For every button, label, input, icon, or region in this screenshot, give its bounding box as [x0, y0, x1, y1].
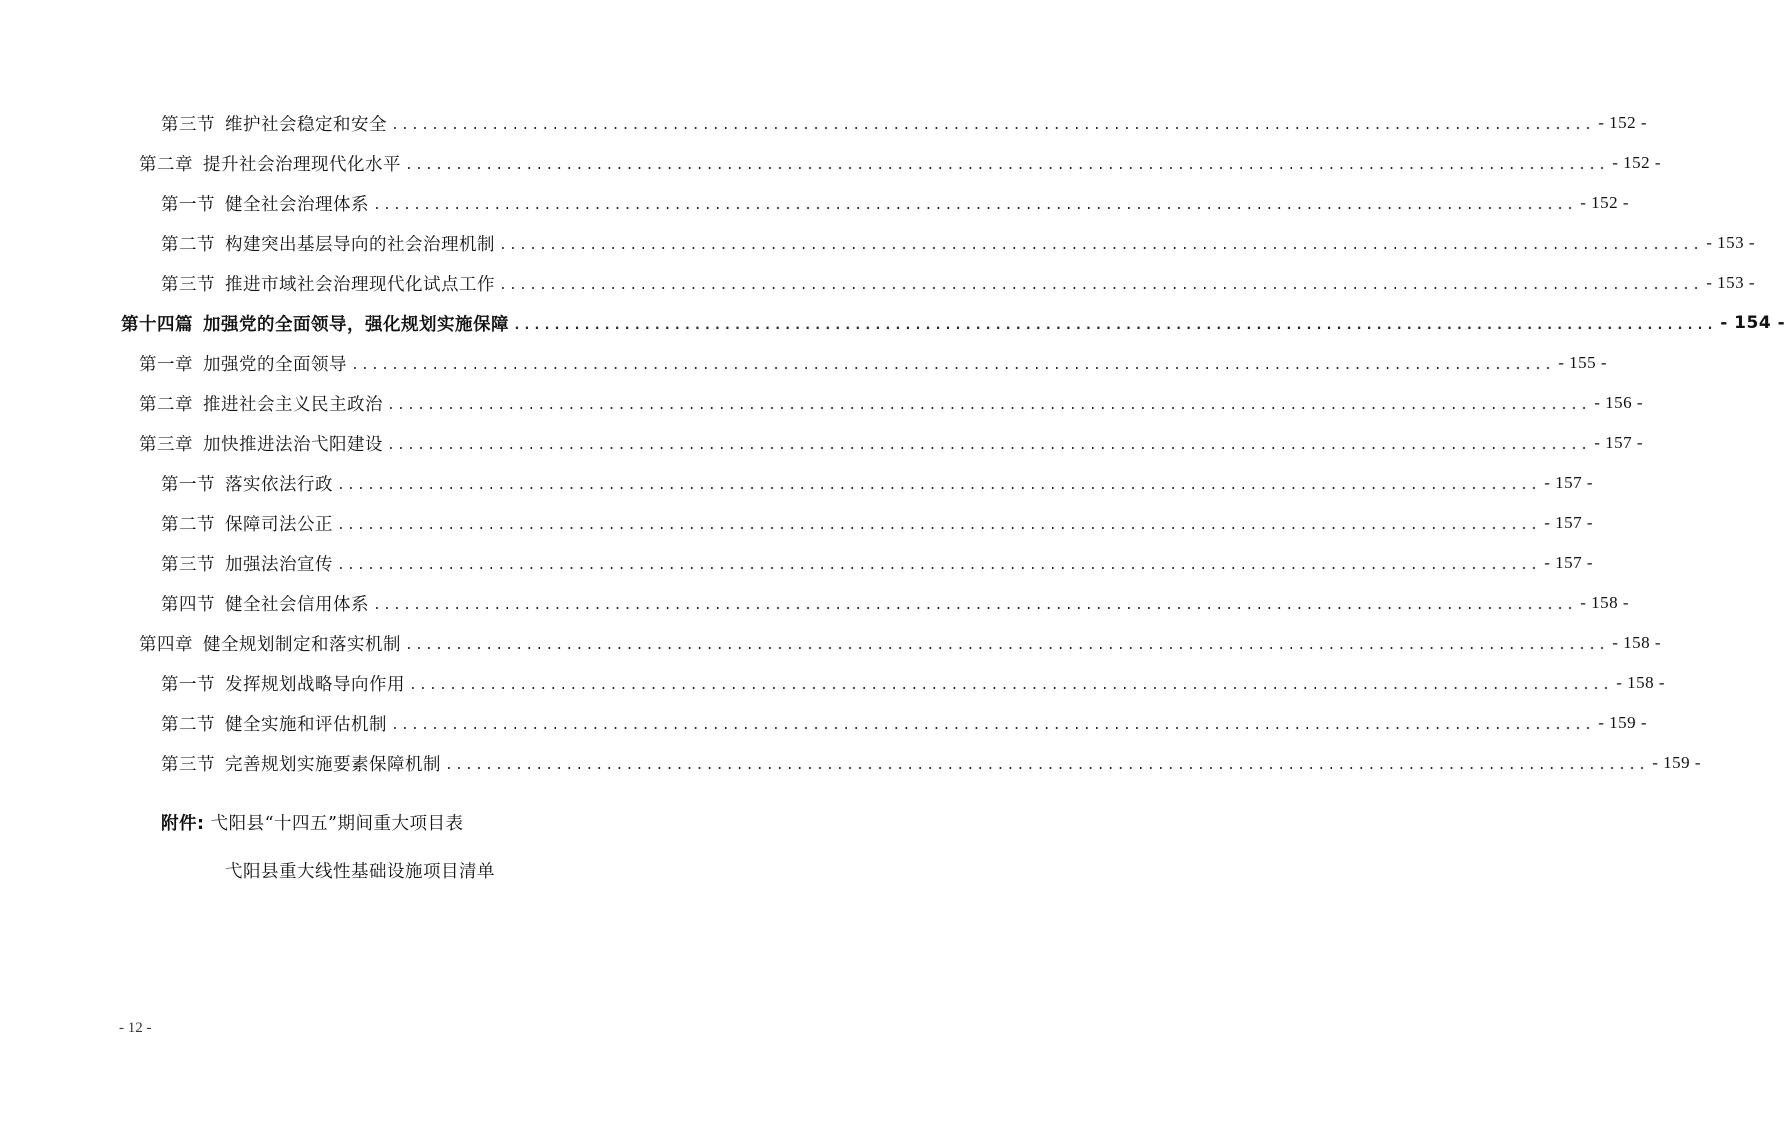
- toc-entry-number: 第四节: [161, 594, 215, 615]
- toc-entry-page: - 159 -: [1652, 753, 1702, 772]
- toc-leader-dots: ........................................................................................................................: [373, 197, 1577, 213]
- toc-entry-chapter[interactable]: [0, 423, 1644, 463]
- toc-entry-number: 第三章: [139, 434, 193, 455]
- toc-leader-dots: ........................................................................................................................: [391, 717, 1595, 733]
- toc-entry-number: 第一节: [161, 474, 215, 495]
- toc-entry-title: 加强党的全面领导: [203, 354, 347, 375]
- toc-entry-page: - 155 -: [1558, 353, 1608, 372]
- toc-entry-number: 第二节: [161, 714, 215, 735]
- toc-entry-page: - 152 -: [1612, 153, 1662, 172]
- toc-entry-label: [161, 231, 495, 256]
- toc-entry-label: [139, 431, 383, 456]
- toc-entry-number: 第一章: [139, 354, 193, 375]
- toc-leader-dots: ........................................................................................................................: [337, 557, 1541, 573]
- toc-entry-number: 第二节: [161, 234, 215, 255]
- toc-entry-number: 第三节: [161, 554, 215, 575]
- toc-entry-section[interactable]: [0, 583, 1630, 623]
- toc-entry-label: [139, 351, 347, 376]
- toc-leader-dots: ........................................................................................................................: [499, 237, 1703, 253]
- toc-entry-section[interactable]: [0, 223, 1756, 263]
- toc-entry-number: 第三节: [161, 114, 215, 135]
- toc-entry-number: 第一节: [161, 194, 215, 215]
- toc-entry-page: - 153 -: [1706, 233, 1756, 252]
- toc-entry-title: 健全社会治理体系: [225, 194, 369, 215]
- toc-entry-title: 维护社会稳定和安全: [225, 114, 387, 135]
- toc-entry-page: - 158 -: [1612, 633, 1662, 652]
- toc-entry-number: 第三节: [161, 274, 215, 295]
- toc-entry-section[interactable]: [0, 543, 1594, 583]
- toc-entry-page: - 157 -: [1544, 513, 1594, 532]
- toc-entry-title: 推进市域社会治理现代化试点工作: [225, 274, 495, 295]
- toc-entry-section[interactable]: [0, 103, 1648, 143]
- toc-entry-page: - 159 -: [1598, 713, 1648, 732]
- toc-leader-dots: ........................................................................................................................: [387, 437, 1591, 453]
- table-of-contents: [0, 103, 1785, 783]
- toc-entry-section[interactable]: [0, 183, 1630, 223]
- toc-entry-page: - 154 -: [1720, 313, 1785, 333]
- toc-leader-dots: ........................................................................................................................: [387, 397, 1591, 413]
- attachments-line-1: [161, 810, 463, 835]
- toc-entry-title: 保障司法公正: [225, 514, 333, 535]
- attachment-item-2: 弋阳县重大线性基础设施项目清单: [225, 862, 495, 882]
- toc-entry-part[interactable]: [0, 303, 1785, 343]
- toc-entry-chapter[interactable]: [0, 623, 1662, 663]
- toc-entry-page: - 156 -: [1594, 393, 1644, 412]
- toc-entry-label: [139, 391, 383, 416]
- toc-entry-section[interactable]: [0, 703, 1648, 743]
- toc-leader-dots: ........................................................................................................................: [405, 637, 1609, 653]
- toc-entry-label: [161, 271, 495, 296]
- toc-entry-title: 完善规划实施要素保障机制: [225, 754, 441, 775]
- toc-entry-page: - 158 -: [1616, 673, 1666, 692]
- toc-entry-title: 健全社会信用体系: [225, 594, 369, 615]
- toc-entry-page: - 152 -: [1580, 193, 1630, 212]
- toc-entry-label: [161, 711, 387, 736]
- toc-leader-dots: ........................................................................................................................: [351, 357, 1555, 373]
- toc-leader-dots: ........................................................................................................................: [499, 277, 1703, 293]
- page-number: - 12 -: [119, 1020, 152, 1036]
- toc-entry-number: 第二章: [139, 394, 193, 415]
- toc-entry-number: 第二章: [139, 154, 193, 175]
- toc-entry-label: [139, 631, 401, 656]
- toc-entry-title: 健全实施和评估机制: [225, 714, 387, 735]
- toc-entry-section[interactable]: [0, 743, 1702, 783]
- toc-entry-page: - 157 -: [1594, 433, 1644, 452]
- toc-entry-section[interactable]: [0, 663, 1666, 703]
- toc-entry-label: [161, 671, 405, 696]
- toc-entry-chapter[interactable]: [0, 143, 1662, 183]
- toc-entry-number: 第一节: [161, 674, 215, 695]
- toc-entry-title: 提升社会治理现代化水平: [203, 154, 401, 175]
- toc-entry-label: [161, 511, 333, 536]
- toc-leader-dots: ........................................................................................................................: [405, 157, 1609, 173]
- toc-entry-label: [161, 191, 369, 216]
- toc-entry-section[interactable]: [0, 463, 1594, 503]
- attachment-item-1: 弋阳县“十四五”期间重大项目表: [210, 814, 464, 834]
- toc-entry-label: [121, 311, 509, 336]
- toc-entry-section[interactable]: [0, 503, 1594, 543]
- toc-entry-label: [161, 551, 333, 576]
- toc-entry-title: 健全规划制定和落实机制: [203, 634, 401, 655]
- toc-entry-label: [139, 151, 401, 176]
- toc-leader-dots: ........................................................................................................................: [373, 597, 1577, 613]
- toc-entry-title: 加强法治宣传: [225, 554, 333, 575]
- toc-entry-number: 第三节: [161, 754, 215, 775]
- toc-leader-dots: ........................................................................................................................: [337, 477, 1541, 493]
- toc-entry-page: - 157 -: [1544, 553, 1594, 572]
- toc-entry-number: 第十四篇: [121, 314, 193, 335]
- toc-leader-dots: ........................................................................................................................: [445, 757, 1649, 773]
- toc-entry-number: 第二节: [161, 514, 215, 535]
- toc-entry-label: [161, 591, 369, 616]
- toc-entry-label: [161, 111, 387, 136]
- attachments-label: 附件:: [161, 814, 205, 834]
- toc-leader-dots: ........................................................................................................................: [409, 677, 1613, 693]
- toc-leader-dots: ........................................................................................................................: [391, 117, 1595, 133]
- toc-leader-dots: ........................................................................................................................: [513, 317, 1717, 333]
- toc-entry-title: 加快推进法治弋阳建设: [203, 434, 383, 455]
- toc-entry-chapter[interactable]: [0, 383, 1644, 423]
- toc-entry-title: 构建突出基层导向的社会治理机制: [225, 234, 495, 255]
- toc-leader-dots: ........................................................................................................................: [337, 517, 1541, 533]
- toc-entry-page: - 157 -: [1544, 473, 1594, 492]
- toc-entry-page: - 153 -: [1706, 273, 1756, 292]
- toc-entry-label: [161, 471, 333, 496]
- toc-entry-section[interactable]: [0, 263, 1756, 303]
- toc-entry-label: [161, 751, 441, 776]
- toc-entry-title: 推进社会主义民主政治: [203, 394, 383, 415]
- toc-entry-page: - 158 -: [1580, 593, 1630, 612]
- toc-entry-title: 加强党的全面领导，强化规划实施保障: [203, 314, 509, 335]
- toc-entry-chapter[interactable]: [0, 343, 1608, 383]
- toc-entry-title: 发挥规划战略导向作用: [225, 674, 405, 695]
- toc-entry-page: - 152 -: [1598, 113, 1648, 132]
- toc-entry-title: 落实依法行政: [225, 474, 333, 495]
- toc-entry-number: 第四章: [139, 634, 193, 655]
